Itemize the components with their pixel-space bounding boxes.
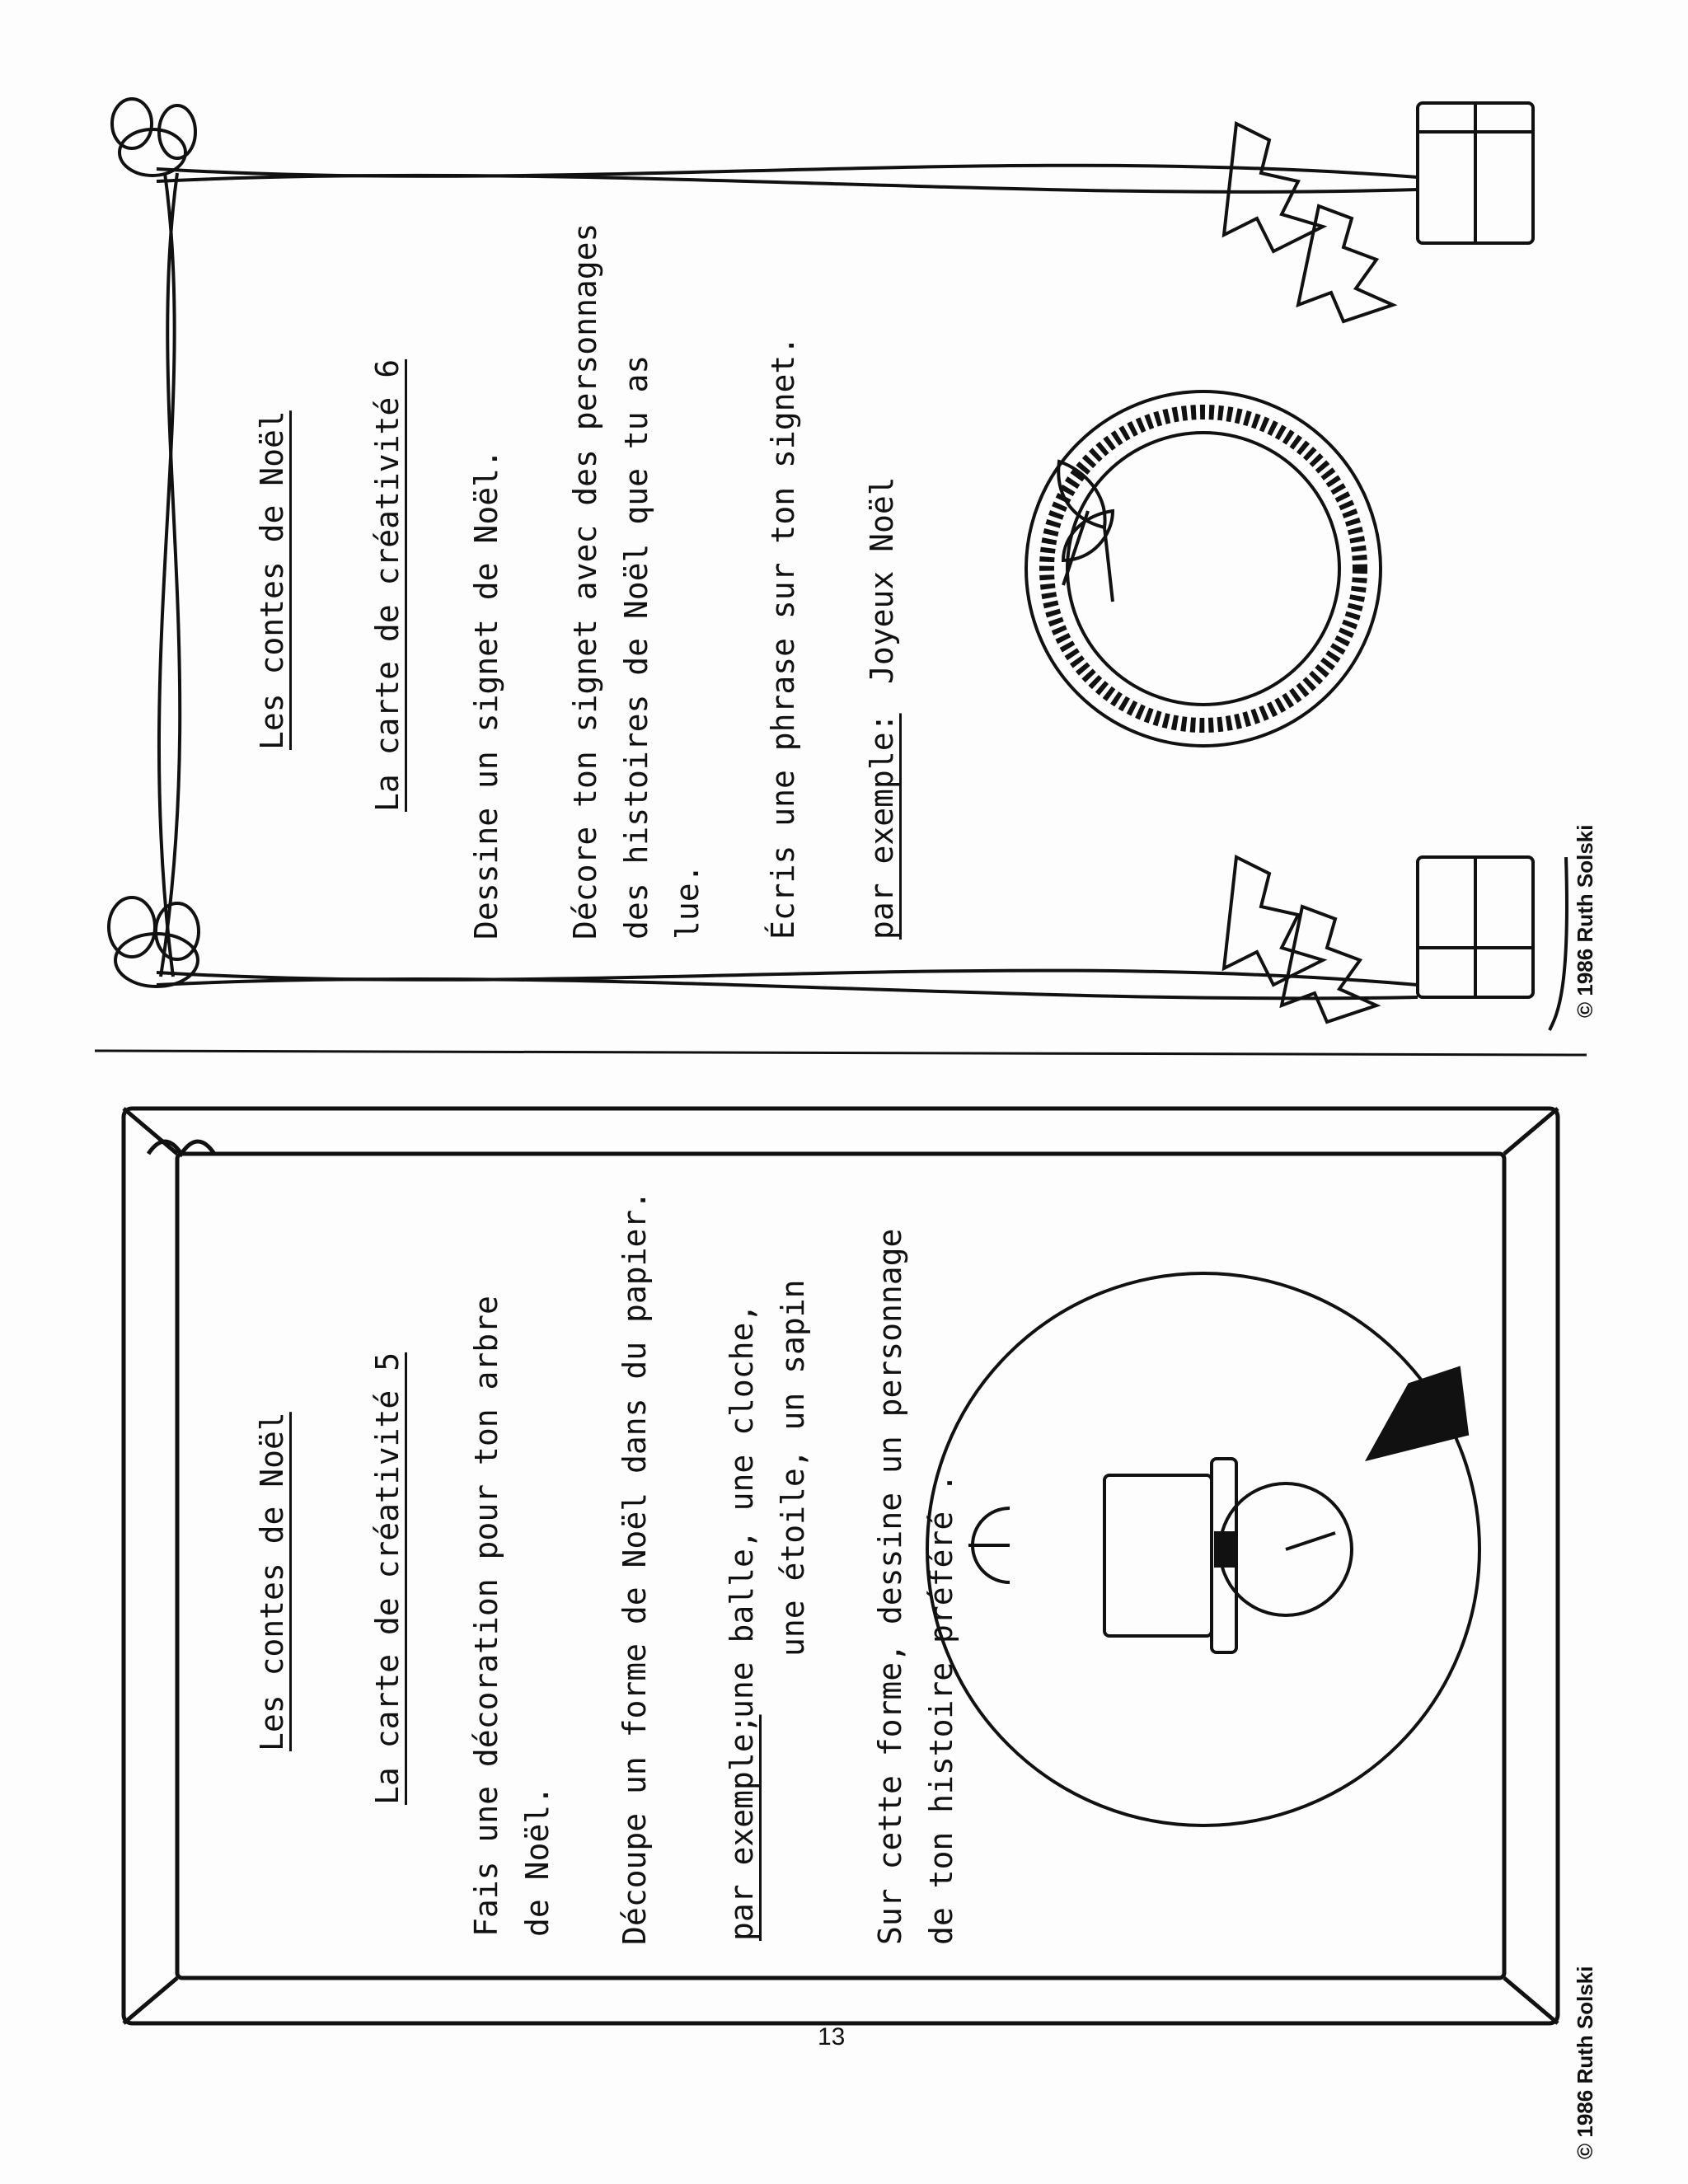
top-card-example-value: Joyeux Noël <box>864 476 900 684</box>
wreath-icon <box>1026 391 1381 746</box>
top-card-para2-line2: des histoires de Noël que tu as <box>618 354 654 940</box>
top-card-line3: Écris une phrase sur ton signet. <box>765 335 801 940</box>
divider-line <box>95 1051 1587 1055</box>
bottom-card-example-line2: une étoile, un sapin <box>775 1279 811 1657</box>
bottom-card-example-line1: une balle, une cloche, <box>724 1303 760 1718</box>
bottom-card-title: Les contes de Noël <box>254 1412 290 1751</box>
page-number: 13 <box>818 2023 846 2050</box>
top-card-title: Les contes de Noël <box>254 410 290 750</box>
top-card-copyright: © 1986 Ruth Solski <box>1573 824 1597 1018</box>
bottom-card-para1-line1: Fais une décoration pour ton arbre <box>468 1296 504 1937</box>
top-card-para2-line3: lue. <box>669 864 706 940</box>
holly-border-icon <box>124 1108 1558 2023</box>
top-card-line1: Dessine un signet de Noël. <box>468 449 504 940</box>
top-card-example-label: par exemple: <box>864 713 900 940</box>
bottom-card-copyright: © 1986 Ruth Solski <box>1573 1966 1597 2159</box>
snowman-ornament-icon <box>927 1273 1479 1825</box>
bottom-card-para4-line2: de ton histoire préféré . <box>923 1474 959 1945</box>
bottom-card-line2: Découpe un forme de Noël dans du papier. <box>617 1190 653 1945</box>
bottom-card-subtitle: La carte de créativité 5 <box>369 1352 406 1805</box>
top-card-para2-line1: Décore ton signet avec des personnages <box>567 223 603 940</box>
bottom-card-example-label: par exemple; <box>724 1714 760 1941</box>
bottom-card-para4-line1: Sur cette forme, dessine un personnage <box>872 1228 908 1945</box>
bottom-card-para1-line2: de Noël. <box>519 1785 556 1937</box>
top-card-subtitle: La carte de créativité 6 <box>369 359 406 812</box>
ribbon-frame-icon <box>109 99 1567 1030</box>
